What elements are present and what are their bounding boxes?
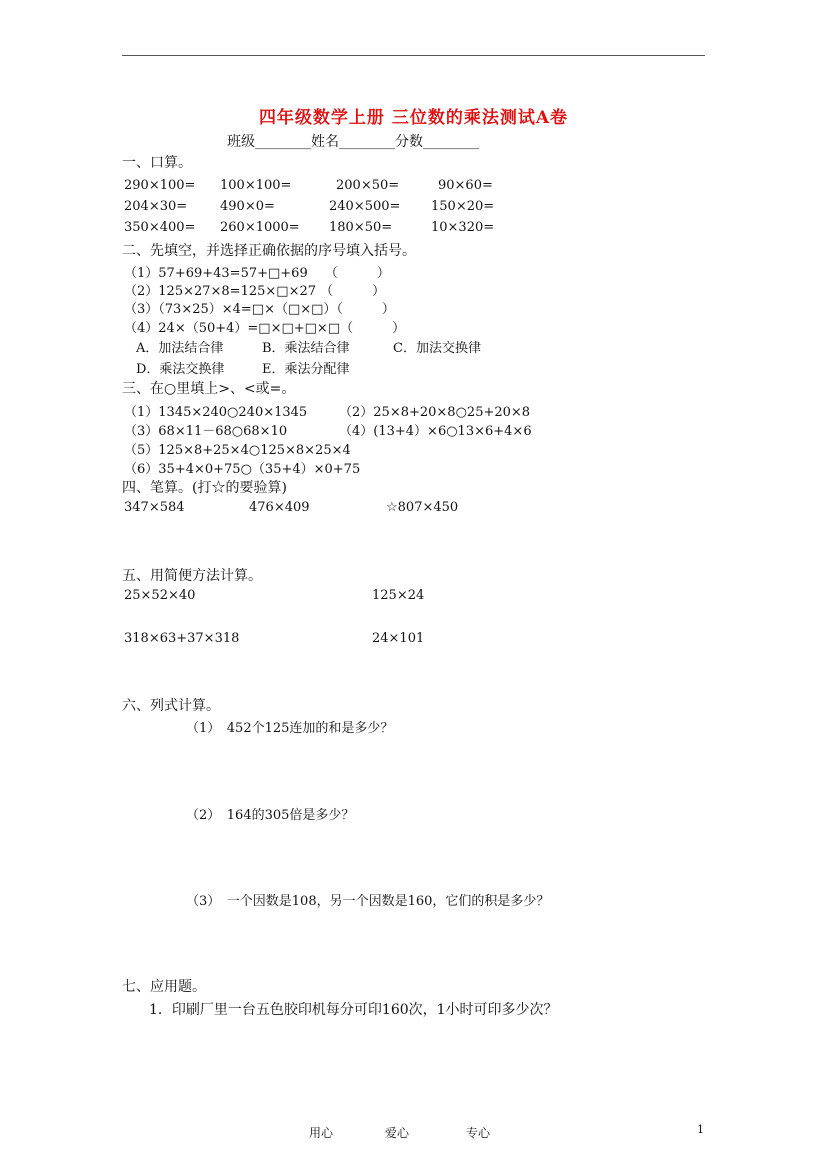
fill-item: （2）125×27×8=125×□×27 （ ） <box>124 284 386 299</box>
footer-word: 用心 <box>309 1126 334 1140</box>
word-calc-item: （2） 164的305倍是多少？ <box>186 808 355 823</box>
fill-item: （3）（73×25）×4=□×（□×□）（ ） <box>124 302 395 317</box>
section1-heading: 一、口算。 <box>122 155 192 171</box>
oral-calc-item: 200×50= <box>336 178 400 193</box>
section3-heading: 三、在○里填上>、<或=。 <box>122 381 296 397</box>
section1-grid <box>124 178 644 248</box>
fill-item: （1）57+69+43=57+□+69 （ ） <box>124 266 390 281</box>
footer-word: 爱心 <box>385 1126 410 1140</box>
law-option: C．加法交换律 <box>393 341 481 356</box>
section4-heading: 四、笔算。(打☆的要验算) <box>122 480 287 496</box>
oral-calc-item: 90×60= <box>438 178 493 193</box>
page-title: 四年级数学上册 三位数的乘法测试A卷 <box>258 108 569 128</box>
oral-calc-item: 10×320= <box>431 220 495 235</box>
simple-calc-item: 24×101 <box>372 631 425 646</box>
oral-calc-item: 100×100= <box>220 178 292 193</box>
footer-word: 专心 <box>466 1126 491 1140</box>
student-info-line: 班级________姓名________分数________ <box>227 134 479 150</box>
law-option: B．乘法结合律 <box>262 341 350 356</box>
page-number: 1 <box>697 1123 704 1136</box>
oral-calc-item: 260×1000= <box>220 220 300 235</box>
oral-calc-item: 350×400= <box>124 220 196 235</box>
application-problem: 1．印刷厂里一台五色胶印机每分可印160次，1小时可印多少次？ <box>149 1002 558 1018</box>
written-calc-item: 347×584 <box>124 500 185 515</box>
law-option: D．乘法交换律 <box>136 362 225 377</box>
compare-item: （3）68×11－68○68×10 <box>124 424 288 439</box>
fill-item: （4）24×（50+4）=□×□+□×□（ ） <box>124 321 406 336</box>
oral-calc-item: 240×500= <box>329 199 401 214</box>
compare-item: （6）35+4×0+75○（35+4）×0+75 <box>124 462 361 477</box>
law-option: A．加法结合律 <box>136 341 224 356</box>
word-calc-item: （3） 一个因数是108，另一个因数是160，它们的积是多少？ <box>186 894 550 909</box>
word-calc-item: （1） 452个125连加的和是多少？ <box>186 721 394 736</box>
simple-calc-item: 318×63+37×318 <box>124 631 240 646</box>
section6-heading: 六、列式计算。 <box>122 698 220 714</box>
oral-calc-item: 150×20= <box>431 199 495 214</box>
section7-heading: 七、应用题。 <box>122 979 206 995</box>
header-rule <box>122 55 705 56</box>
oral-calc-item: 204×30= <box>124 199 188 214</box>
compare-item: （5）125×8+25×4○125×8×25×4 <box>124 443 351 458</box>
law-option: E．乘法分配律 <box>262 362 350 377</box>
oral-calc-item: 490×0= <box>220 199 275 214</box>
section2-heading: 二、先填空，并选择正确依据的序号填入括号。 <box>122 243 416 259</box>
simple-calc-item: 125×24 <box>372 588 425 603</box>
simple-calc-item: 25×52×40 <box>124 588 196 603</box>
section5-heading: 五、用简便方法计算。 <box>122 568 262 584</box>
written-calc-item: 476×409 <box>249 500 310 515</box>
compare-item: （2）25×8+20×8○25+20×8 <box>339 405 531 420</box>
compare-item: （1）1345×240○240×1345 <box>124 405 308 420</box>
oral-calc-item: 290×100= <box>124 178 196 193</box>
compare-item: （4）(13+4）×6○13×6+4×6 <box>339 424 532 439</box>
written-calc-item: ☆807×450 <box>386 500 459 515</box>
oral-calc-item: 180×50= <box>329 220 393 235</box>
